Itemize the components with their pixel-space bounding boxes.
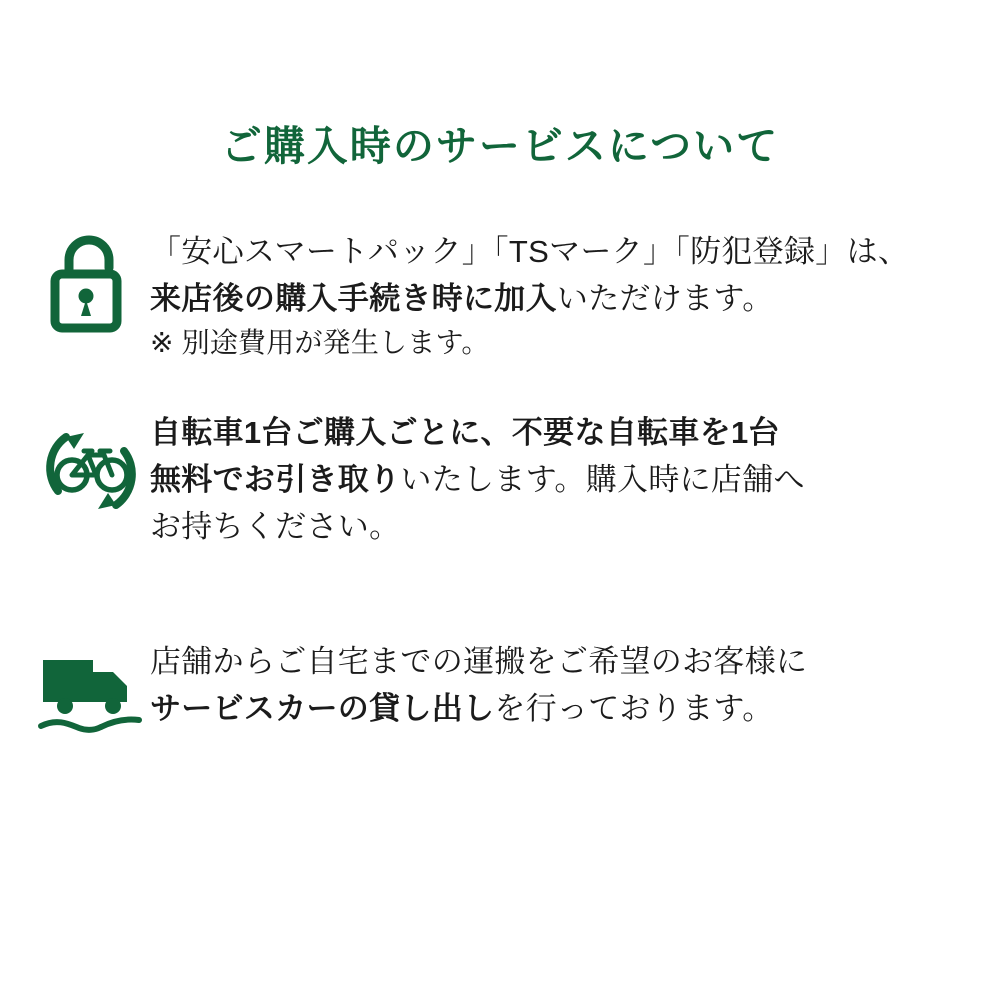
list-item: [0, 228, 1000, 365]
page-title: ご購入時のサービスについて: [220, 123, 780, 170]
list-item-text: [150, 409, 1000, 550]
text-emphasis: サービスカーの貸し出し: [150, 691, 495, 727]
list-item-text: [150, 228, 1000, 365]
text-tail: いたします。購入時に店舗へ: [400, 461, 805, 497]
open-padlock-icon: [32, 228, 150, 338]
text-line: [150, 685, 960, 732]
text-emphasis: 無料でお引き取り: [150, 461, 401, 497]
list-item-text: [150, 638, 1000, 732]
text-line: 店舗からご自宅までの運搬をご希望のお客様に: [150, 644, 808, 680]
text-tail: いただけます。: [556, 281, 774, 317]
text-note: ※ 別途費用が発生します。: [150, 327, 490, 359]
list-item: [0, 409, 1000, 550]
text-line: [150, 456, 960, 503]
text-line: 「安心スマートパック」「TSマーク」「防犯登録」は、: [150, 234, 910, 269]
text-tail: を行っております。: [494, 691, 774, 727]
list-item: [0, 638, 1000, 748]
bicycle-recycle-icon: [32, 409, 150, 529]
service-list: [0, 228, 1000, 748]
text-line: 自転車1台ご購入ごとに、不要な自転車を1台: [150, 414, 780, 450]
text-line: お持ちください。: [150, 508, 401, 544]
delivery-truck-hand-icon: [32, 638, 150, 748]
text-line: [150, 275, 960, 322]
text-emphasis: 来店後の購入手続き時に加入: [150, 281, 557, 317]
